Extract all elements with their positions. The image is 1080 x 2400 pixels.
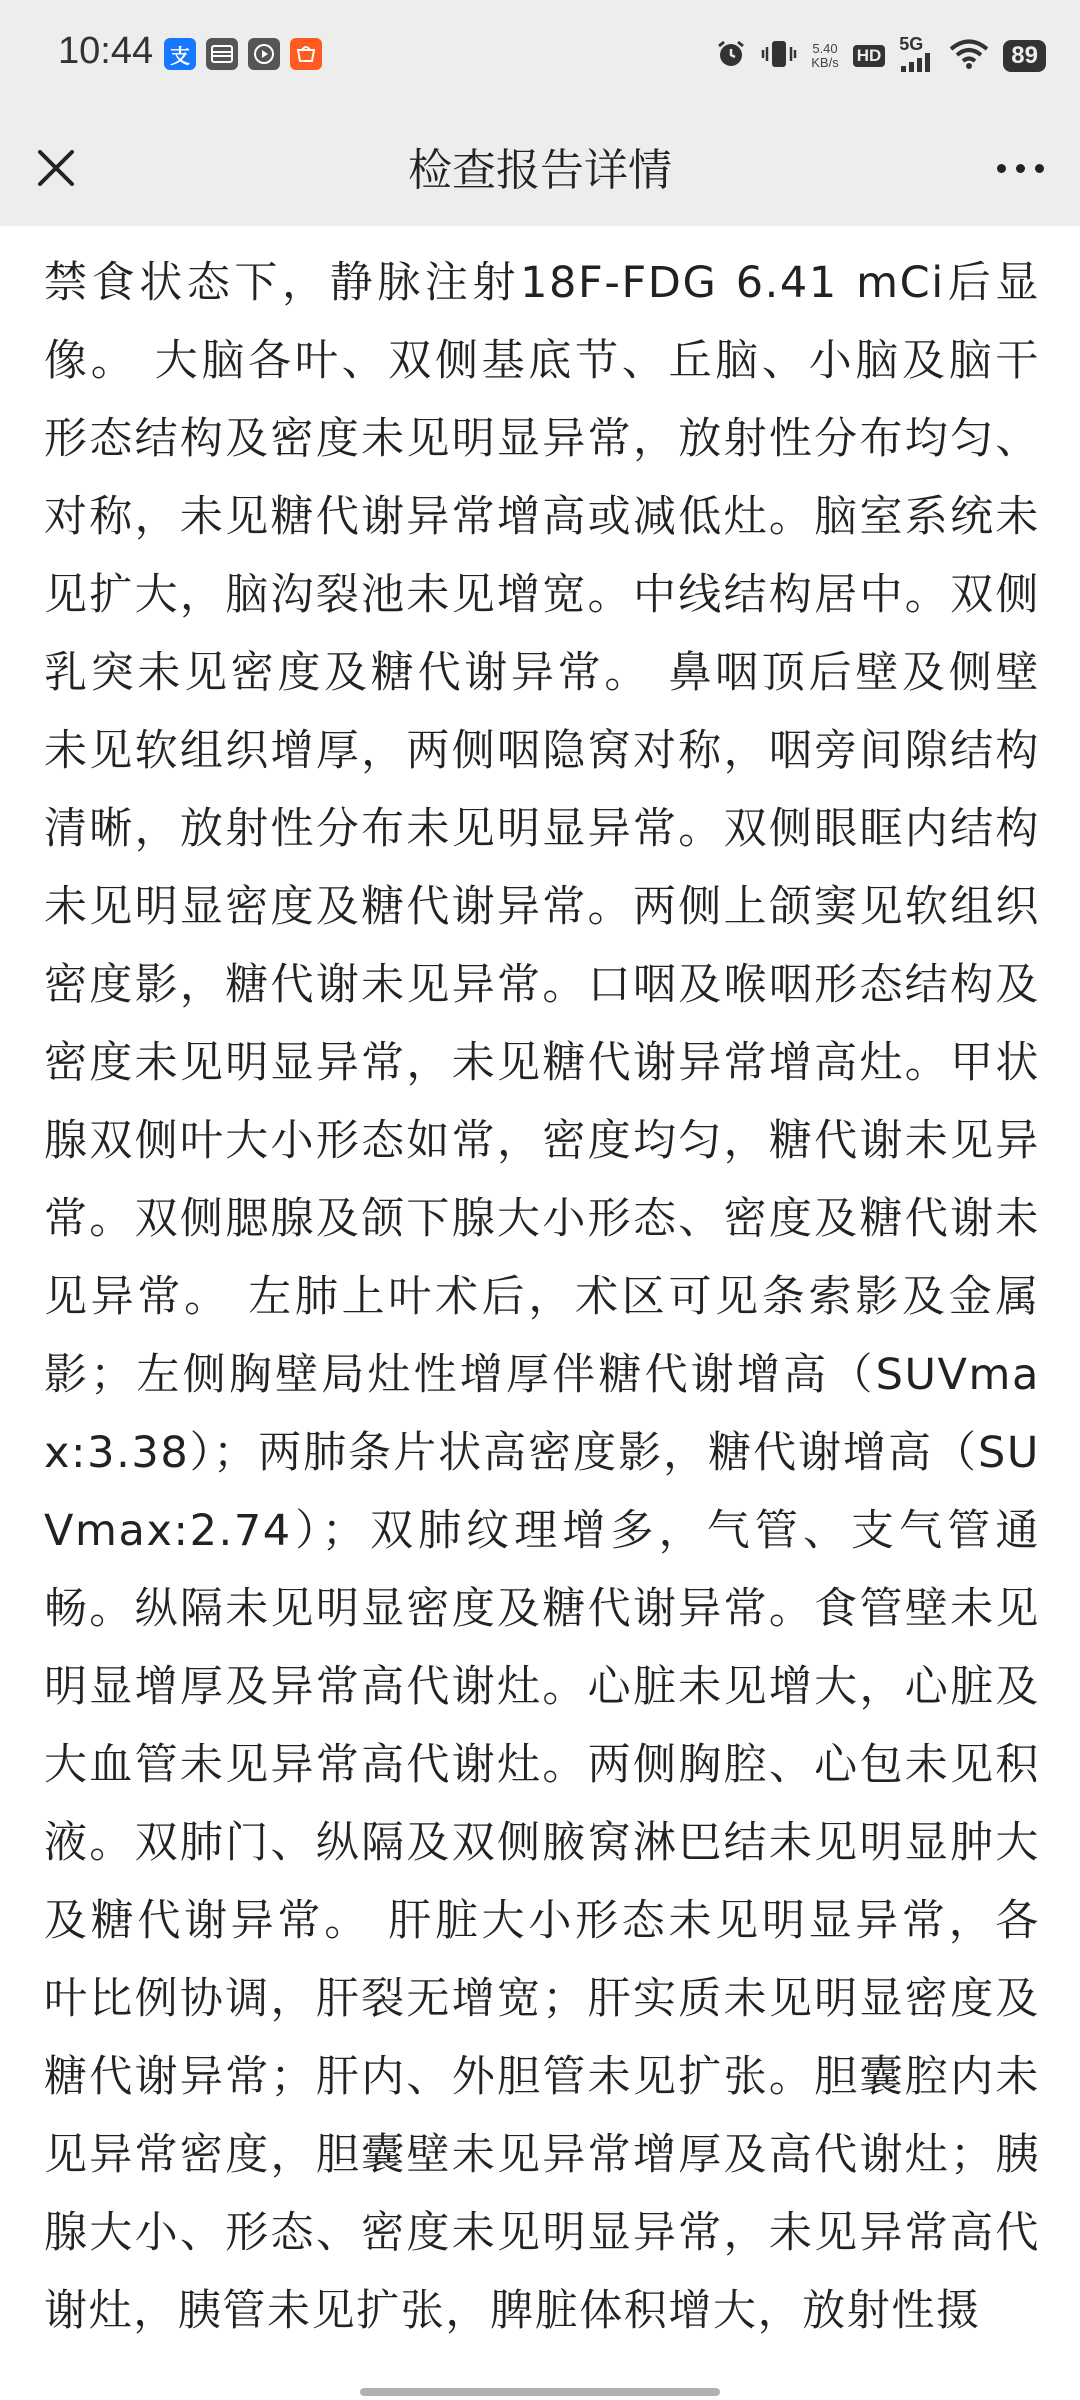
notification-icons bbox=[164, 38, 322, 70]
signal-icon bbox=[899, 52, 935, 76]
home-indicator[interactable] bbox=[360, 2388, 720, 2396]
more-dot-icon bbox=[1016, 164, 1025, 173]
status-bar bbox=[0, 0, 1080, 112]
alarm-icon bbox=[715, 38, 747, 74]
network-speed bbox=[811, 42, 838, 70]
vibrate-icon bbox=[761, 38, 797, 74]
signal-group bbox=[899, 36, 935, 76]
report-findings-text: 禁食状态下，静脉注射18F-FDG 6.41 mCi后显像。 大脑各叶、双侧基底节、丘脑、小脑及脑干形态结构及密度未见明显异常，放射性分布均匀、对称，未见糖代谢异常增高或减低灶。脑室系统未见扩大，脑沟裂池未见增宽。中线结构居中。双侧乳突未见密度及糖代谢异常。 鼻咽顶后壁及侧壁未见软组织增厚，两侧咽隐窝对称，咽旁间隙结构清晰，放射性分布未见明显异常。双侧眼眶内结构未见明显密度及糖代谢异常。两侧上颌窦见软组织密度影，糖代谢未见异常。口咽及喉咽形态结构及密度未见明显异常，未见糖代谢异常增高灶。甲状腺双侧叶大小形态如常，密度均匀，糖代谢未见异常。双侧腮腺及颌下腺大小形态、密度及糖代谢未见异常。 左肺上叶术后，术区可见条索影及金属影；左侧胸壁局灶性增厚伴糖代谢增高（SUVmax:3.38）；两肺条片状高密度影，糖代谢增高（SUVmax:2.74）；双肺纹理增多，气管、支气管通畅。纵隔未见明显密度及糖代谢异常。食管壁未见明显增厚及异常高代谢灶。心脏未见增大，心脏及大血管未见异常高代谢灶。两侧胸腔、心包未见积液。双肺门、纵隔及双侧腋窝淋巴结未见明显肿大及糖代谢异常。 肝脏大小形态未见明显异常，各叶比例协调，肝裂无增宽；肝实质未见明显密度及糖代谢异常；肝内、外胆管未见扩张。胆囊腔内未见异常密度，胆囊壁未见异常增厚及高代谢灶；胰腺大小、形态、密度未见明显异常，未见异常高代谢灶，胰管未见扩张，脾脏体积增大，放射性摄 bbox=[44, 258, 1040, 2336]
more-dot-icon bbox=[1035, 164, 1044, 173]
hd-badge: HD bbox=[853, 45, 886, 67]
more-dot-icon bbox=[997, 164, 1006, 173]
close-icon bbox=[36, 148, 76, 188]
network-speed-value: 5.40 bbox=[812, 41, 838, 56]
title-bar bbox=[0, 112, 1080, 226]
more-options-button[interactable] bbox=[984, 136, 1056, 200]
close-button[interactable] bbox=[24, 136, 88, 200]
system-indicators bbox=[715, 36, 1046, 76]
network-speed-unit: KB/s bbox=[811, 55, 839, 70]
page-title: 检查报告详情 bbox=[408, 145, 672, 196]
wifi-icon bbox=[949, 38, 989, 74]
battery-indicator: 89 bbox=[1003, 40, 1046, 72]
network-type: 5G bbox=[899, 34, 924, 54]
card-app-icon bbox=[206, 38, 238, 70]
alipay-icon: 支 bbox=[164, 38, 196, 70]
video-app-icon bbox=[248, 38, 280, 70]
report-content[interactable] bbox=[44, 226, 1040, 2400]
status-time: 10:44 bbox=[58, 30, 154, 72]
shopping-app-icon bbox=[290, 38, 322, 70]
